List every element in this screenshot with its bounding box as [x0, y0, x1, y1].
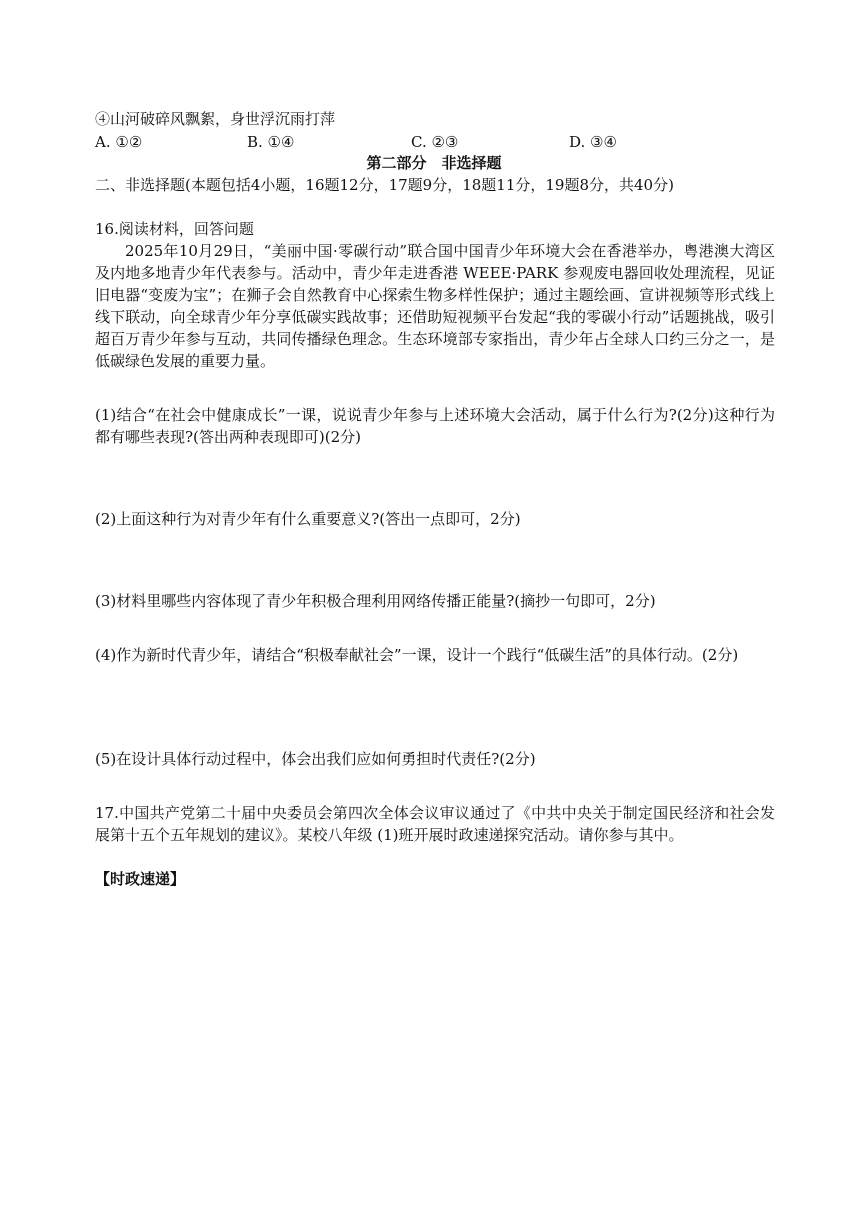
part2-title: 第二部分 非选择题 [366, 154, 502, 172]
choice-a: A. ①② [95, 133, 143, 151]
q16-sub2: (2)上面这种行为对青少年有什么重要意义?(答出一点即可，2分) [95, 510, 521, 528]
q16-sub3: (3)材料里哪些内容体现了青少年积极合理利用网络传播正能量?(摘抄一句即可，2分) [95, 592, 656, 610]
q16-sub4: (4)作为新时代青少年，请结合“积极奉献社会”一课，设计一个践行“低碳生活”的具体行动。(2分) [95, 646, 739, 664]
q16-heading: 16.阅读材料，回答问题 [95, 220, 254, 238]
q17-tag: 【时政速递】 [95, 870, 186, 888]
q17-text: 17.中国共产党第二十届中央委员会第四次全体会议审议通过了《中共中央关于制定国民经济和社会发展第十五个五年规划的建议》。某校八年级 (1)班开展时政速递探究活动。请你参与其中。 [95, 804, 775, 844]
q16-sub1: (1)结合“在社会中健康成长”一课，说说青少年参与上述环境大会活动，属于什么行为?(2分)这种行为都有哪些表现?(答出两种表现即可)(2分) [95, 406, 775, 446]
choice-d: D. ③④ [569, 133, 617, 151]
q16-material: 2025年10月29日，“美丽中国·零碳行动”联合国中国青少年环境大会在香港举办，粤港澳大湾区及内地多地青少年代表参与。活动中，青少年走进香港 WEEE·PARK 参观废电器回收处理流程，见证旧电器“变废为宝”；在狮子会自然教育中心探索生物多样性保护；通过主题绘画、宣讲视频等形式线上线下联动，向全球青少年分享低碳实践故事；还借助短视频平台发起“我的零碳小行动”话题挑战，吸引超百万青少年参与互动，共同传播绿色理念。生态环境部专家指出，青少年占全球人口约三分之一，是低碳绿色发展的重要力量。 [95, 242, 775, 370]
q16-sub5: (5)在设计具体行动过程中，体会出我们应如何勇担时代责任?(2分) [95, 750, 536, 768]
q15-option-4: ④山河破碎风飘絮，身世浮沉雨打萍 [95, 110, 336, 128]
choice-b: B. ①④ [247, 133, 295, 151]
choice-c: C. ②③ [411, 133, 459, 151]
q15-choices [95, 131, 775, 153]
part2-intro: 二、非选择题(本题包括4小题，16题12分，17题9分，18题11分，19题8分，共40分) [95, 176, 674, 194]
